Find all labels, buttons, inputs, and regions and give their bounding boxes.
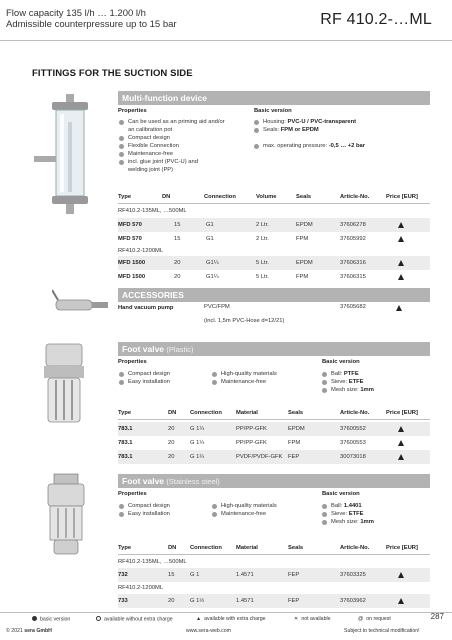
bullet-dot-icon [254, 144, 259, 149]
plastic-property-1: Compact design [119, 370, 170, 378]
table-row: 783.1 20 G 1¼ PP/PP-GFK EPDM 37600552 [118, 422, 430, 436]
cross-icon: ✕ [294, 616, 299, 622]
foot-valve-steel-image [40, 472, 92, 558]
footer-note: Subject to technical modification! [344, 628, 420, 634]
multi-col-connection: Connection [204, 194, 236, 200]
bullet-dot-icon [254, 120, 259, 125]
multi-property-4: Maintenance-free [119, 150, 173, 158]
table-row: 733 20 G 1½ 1.4571 FEP 37603962 [118, 594, 430, 608]
bullet-dot-icon [212, 380, 217, 385]
bullet-dot-icon [119, 160, 124, 165]
triangle-icon [398, 222, 404, 228]
table-row: 783.1 20 G 1¼ PP/PP-GFK FPM 37600553 [118, 436, 430, 450]
triangle-icon [398, 274, 404, 280]
header-divider [0, 40, 452, 41]
foot-valve-steel-title: Foot valve [122, 476, 165, 486]
plastic-property-2: Easy installation [119, 378, 170, 386]
plastic-col-connection: Connection [190, 410, 222, 416]
plastic-basic-label: Basic version [322, 359, 360, 365]
bullet-dot-icon [119, 512, 124, 517]
triangle-icon [398, 572, 404, 578]
steel-col-material: Material [236, 545, 258, 551]
triangle-icon: ▲ [196, 616, 202, 622]
steel-properties-label: Properties [118, 491, 147, 497]
accessories-title: ACCESSORIES [122, 290, 184, 300]
bullet-dot-icon [322, 504, 327, 509]
header-flow-capacity: Flow capacity 135 l/h … 1.200 l/h [6, 8, 146, 19]
bullet-dot-icon [254, 128, 259, 133]
bullet-dot-icon [212, 504, 217, 509]
accessory-article: 37605682 [340, 304, 366, 310]
legend-not-available: ✕ not available [294, 616, 331, 622]
steel-col-price: Price [EUR] [386, 545, 418, 551]
triangle-icon [398, 454, 404, 460]
steel-property-3: High-quality materials [212, 502, 277, 510]
legend-on-request: @ on request [358, 616, 391, 622]
steel-col-dn: DN [168, 545, 177, 551]
bullet-dot-icon [322, 388, 327, 393]
plastic-col-seals: Seals [288, 410, 304, 416]
multi-basic-label: Basic version [254, 108, 292, 114]
multi-col-type: Type [118, 194, 132, 200]
triangle-icon [398, 440, 404, 446]
steel-table-divider [118, 554, 430, 555]
multi-col-price: Price [EUR] [386, 194, 418, 200]
plastic-table-divider [118, 419, 430, 420]
table-row: 783.1 20 G 1¼ PVDF/PVDF-GFK FEP 30073018 [118, 450, 430, 464]
steel-col-seals: Seals [288, 545, 304, 551]
multi-property-1: Can be used as an priming aid and/or [119, 118, 225, 126]
plastic-col-dn: DN [168, 410, 177, 416]
multi-table-divider [118, 203, 430, 204]
multi-property-5-cont: welding joint (PP) [128, 167, 174, 173]
multi-basic-housing: Housing: PVC-U / PVC-transparent [254, 118, 356, 126]
plastic-basic-sieve: Sieve: ETFE [322, 378, 364, 386]
foot-valve-steel-band [118, 474, 430, 488]
accessory-item: Hand vacuum pump [118, 305, 174, 311]
table-row: MFD 1500 20 G1¼ 5 Ltr. EPDM 37606316 [118, 256, 430, 270]
bullet-dot-icon [322, 520, 327, 525]
accessory-desc-2: (incl. 1,5m PVC-Hose d=12/21) [204, 318, 285, 324]
foot-valve-plastic-title: Foot valve [122, 344, 165, 354]
triangle-icon [398, 598, 404, 604]
accessories-band [118, 288, 430, 302]
foot-valve-plastic-image [34, 340, 94, 430]
steel-group-2: RF410.2-1200ML [118, 585, 164, 591]
steel-basic-ball: Ball: 1.4401 [322, 502, 362, 510]
bullet-dot-icon [322, 372, 327, 377]
bullet-dot-icon [322, 380, 327, 385]
header-counterpressure: Admissible counterpressure up to 15 bar [6, 19, 177, 30]
bullet-dot-icon [212, 372, 217, 377]
triangle-icon [396, 305, 402, 311]
multi-property-5: incl. glue joint (PVC-U) and [119, 158, 198, 166]
plastic-basic-ball: Ball: PTFE [322, 370, 359, 378]
bullet-dot-icon [119, 152, 124, 157]
multi-function-band [118, 91, 430, 105]
page-number: 287 [430, 612, 444, 621]
table-row: 732 15 G 1 1.4571 FEP 37603325 [118, 568, 430, 582]
bullet-dot-icon [119, 372, 124, 377]
multi-group-2: RF410.2-1200ML [118, 248, 164, 254]
at-icon: @ [358, 616, 364, 622]
multi-property-3: Flexible Connection [119, 142, 179, 150]
bullet-dot-icon [212, 512, 217, 517]
triangle-icon [398, 426, 404, 432]
foot-valve-steel-subtitle: (Stainless steel) [166, 477, 220, 486]
bullet-dot-icon [119, 504, 124, 509]
multi-basic-pressure: max. operating pressure: -0,5 … +2 bar [254, 142, 365, 150]
multi-property-1-cont: an calibration pot [128, 127, 173, 133]
steel-col-type: Type [118, 545, 132, 551]
legend-divider [0, 612, 452, 613]
foot-valve-plastic-band [118, 342, 430, 356]
plastic-properties-label: Properties [118, 359, 147, 365]
hand-vacuum-pump-image [52, 286, 114, 324]
steel-property-2: Easy installation [119, 510, 170, 518]
multi-property-2: Compact design [119, 134, 170, 142]
table-row: MFD 570 15 G1 2 Ltr. EPDM 37606278 [118, 218, 430, 232]
plastic-col-article: Article-No. [340, 410, 370, 416]
bullet-dot-icon [322, 512, 327, 517]
accessory-desc-1: PVC/FPM [204, 304, 230, 310]
multi-col-dn: DN [162, 194, 171, 200]
open-circle-icon [96, 616, 101, 621]
multi-function-title: Multi-function device [122, 93, 207, 103]
multi-col-seals: Seals [296, 194, 312, 200]
plastic-col-type: Type [118, 410, 132, 416]
legend-no-extra: available without extra charge [96, 616, 173, 623]
steel-basic-mesh: Mesh size: 1mm [322, 518, 374, 526]
multi-group-1: RF410.2-135ML, …500ML [118, 208, 187, 214]
plastic-col-material: Material [236, 410, 258, 416]
plastic-col-price: Price [EUR] [386, 410, 418, 416]
legend-basic: basic version [32, 616, 70, 623]
bullet-dot-icon [119, 144, 124, 149]
steel-col-connection: Connection [190, 545, 222, 551]
multi-properties-label: Properties [118, 108, 147, 114]
footer-url[interactable]: www.sera-web.com [186, 628, 231, 634]
steel-property-4: Maintenance-free [212, 510, 266, 518]
plastic-property-3: High-quality materials [212, 370, 277, 378]
table-row: MFD 570 15 G1 2 Ltr. FPM 37605992 [118, 232, 430, 246]
model-title: RF 410.2-…ML [320, 11, 432, 28]
bullet-dot-icon [119, 136, 124, 141]
multi-col-article: Article-No. [340, 194, 370, 200]
legend-extra: ▲ available with extra charge [196, 616, 266, 622]
bullet-dot-icon [119, 380, 124, 385]
multi-col-volume: Volume [256, 194, 277, 200]
table-row: MFD 1500 20 G1¼ 5 Ltr. FPM 37606315 [118, 270, 430, 284]
multi-basic-seals: Seals: FPM or EPDM [254, 126, 319, 134]
foot-valve-plastic-subtitle: (Plastic) [166, 345, 194, 354]
triangle-icon [398, 236, 404, 242]
plastic-basic-mesh: Mesh size: 1mm [322, 386, 374, 394]
steel-basic-sieve: Sieve: ETFE [322, 510, 364, 518]
plastic-property-4: Maintenance-free [212, 378, 266, 386]
steel-group-1: RF410.2-135ML, …500ML [118, 559, 187, 565]
steel-basic-label: Basic version [322, 491, 360, 497]
steel-property-1: Compact design [119, 502, 170, 510]
steel-col-article: Article-No. [340, 545, 370, 551]
multi-function-image [30, 92, 110, 216]
filled-dot-icon [32, 616, 37, 621]
section-title: FITTINGS FOR THE SUCTION SIDE [32, 68, 193, 79]
triangle-icon [398, 260, 404, 266]
footer-copyright: © 2021 sera GmbH [6, 628, 52, 634]
bullet-dot-icon [119, 120, 124, 125]
